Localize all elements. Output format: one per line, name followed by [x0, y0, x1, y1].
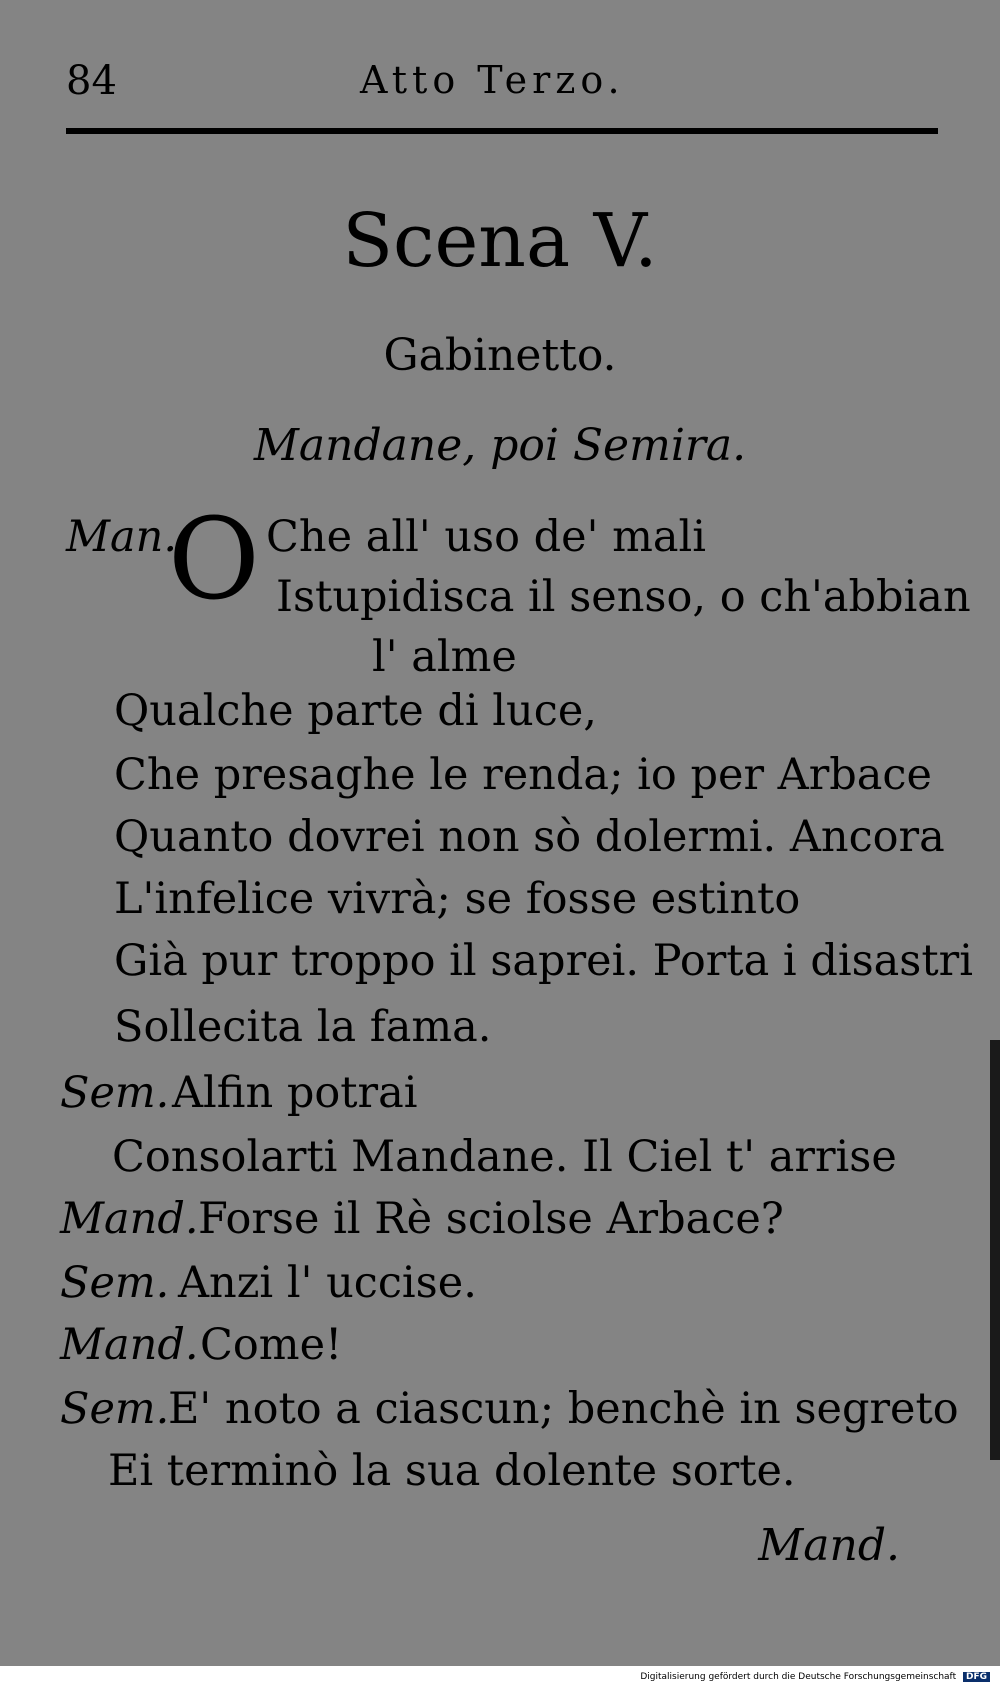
scene-place: Gabinetto. [383, 330, 617, 381]
verse-line: Che all' uso de' mali [266, 512, 707, 562]
verse-line: Sollecita la fama. [114, 1002, 492, 1052]
speaker-label: Sem. [60, 1258, 170, 1308]
speaker-label: Man. [66, 512, 178, 562]
scene-characters: Mandane, poi Semira. [253, 420, 747, 471]
drop-cap: O [168, 495, 260, 625]
scene-title: Scena V. [342, 198, 658, 284]
verse-line: Ei terminò la sua dolente sorte. [108, 1446, 796, 1496]
verse-line: Anzi l' uccise. [178, 1258, 477, 1308]
verse-line: Già pur troppo il saprei. Porta i disastri [114, 936, 973, 986]
page-edge-shadow [990, 1040, 1000, 1460]
verse-line: E' noto a ciascun; benchè in segreto [168, 1384, 959, 1434]
verse-line: Istupidisca il senso, o ch'abbian [276, 572, 971, 622]
speaker-label: Sem. [60, 1384, 170, 1434]
verse-line: Forse il Rè sciolse Arbace? [198, 1194, 784, 1244]
verse-line: Alfin potrai [172, 1068, 418, 1118]
verse-line: Quanto dovrei non sò dolermi. Ancora [114, 812, 945, 862]
verse-line: l' alme [372, 632, 517, 682]
verse-line: L'infelice vivrà; se fosse estinto [114, 874, 801, 924]
dfg-logo: DFG [963, 1672, 990, 1682]
verse-line: Qualche parte di luce, [114, 686, 597, 736]
catchword: Mand. [758, 1520, 900, 1571]
speaker-label: Mand. [60, 1194, 199, 1244]
verse-line: Come! [200, 1320, 343, 1370]
speaker-label: Mand. [60, 1320, 199, 1370]
verse-line: Consolarti Mandane. Il Ciel t' arrise [112, 1132, 897, 1182]
running-head: Atto Terzo. [360, 58, 625, 102]
digitization-credit [640, 1672, 990, 1682]
speaker-label: Sem. [60, 1068, 170, 1118]
credit-text: Digitalisierung gefördert durch die Deutsche Forschungsgemeinschaft [640, 1672, 957, 1682]
page-number: 84 [66, 58, 117, 104]
verse-line: Che presaghe le renda; io per Arbace [114, 750, 932, 800]
header-rule [66, 128, 938, 134]
